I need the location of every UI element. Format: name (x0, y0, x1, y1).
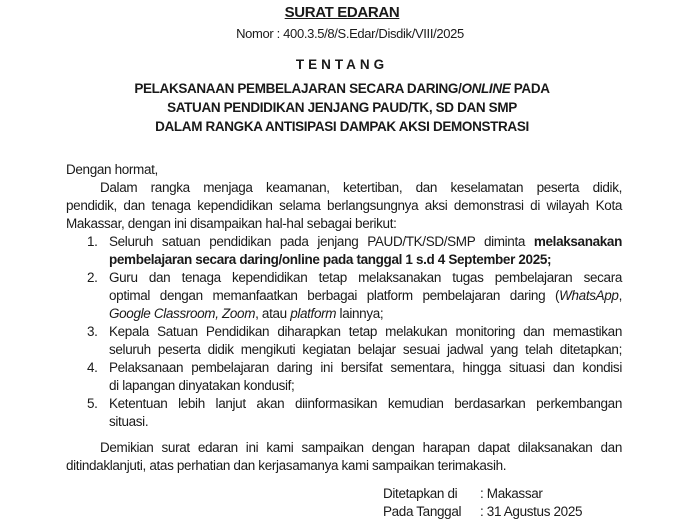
subject-line-1 (0, 80, 692, 98)
item-text: , (618, 288, 622, 303)
subject-line-2: SATUAN PENDIDIKAN JENJANG PAUD/TK, SD DAN SMP (167, 100, 517, 115)
subject-italic: ONLINE (461, 81, 511, 96)
item-italic-text: platform (290, 306, 337, 321)
date-label: Pada Tanggal (383, 504, 462, 519)
item-number: 1. (87, 234, 98, 249)
closing-line: ditindaklanjuti, atas perhatian dan kerjasamanya kami sampaikan terimakasih. (66, 458, 507, 473)
subject-text: PELAKSANAAN PEMBELAJARAN SECARA DARING/ (134, 81, 462, 96)
item-text: lainnya; (336, 306, 384, 321)
item-number: 5. (87, 396, 98, 411)
item-text: Seluruh satuan pendidikan pada jenjang PAUD/TK/SD/SMP diminta (109, 234, 534, 249)
item-italic-text: Google Classroom, Zoom (109, 306, 256, 321)
item-text: , atau (255, 306, 291, 321)
item-number: 2. (87, 270, 98, 285)
item-line: Guru dan tenaga kependidikan tetap melaksanakan tugas pembelajaran secara (109, 270, 622, 285)
item-line: pembelajaran secara daring/online pada tanggal 1 s.d 4 September 2025; (109, 252, 552, 267)
item-line: Pelaksanaan pembelajaran daring ini bersifat sementara, hingga situasi dan kondisi (109, 360, 622, 375)
item-number: 4. (87, 360, 98, 375)
intro-line: Makassar, dengan ini disampaikan hal-hal sebagai berikut: (66, 216, 397, 231)
item-line (109, 305, 622, 323)
intro-line: pendidik, dan tenaga kependidikan selama berlangsungnya aksi demonstrasi di wilayah Kota (66, 198, 622, 213)
date-value: : 31 Agustus 2025 (480, 504, 583, 519)
item-line: situasi. (109, 414, 149, 429)
item-line (109, 287, 622, 305)
item-line: seluruh peserta didik mengikuti kegiatan belajar sesuai jadwal yang telah ditetapkan; (109, 342, 622, 357)
intro-line: Dalam rangka menjaga keamanan, ketertiban, dan keselamatan peserta didik, (100, 180, 622, 195)
item-text: optimal dengan memanfaatkan berbagai platform pembelajaran daring ( (109, 288, 560, 303)
place-value: : Makassar (480, 486, 543, 501)
subject-text: PADA (510, 81, 550, 96)
item-line: di lapangan dinyatakan kondusif; (109, 378, 295, 393)
document-title: SURAT EDARAN (284, 4, 400, 21)
document-number: Nomor : 400.3.5/8/S.Edar/Disdik/VIII/2025 (236, 26, 464, 41)
item-line: Kepala Satuan Pendidikan diharapkan tetap melakukan monitoring dan memastikan (109, 324, 622, 339)
closing-line: Demikian surat edaran ini kami sampaikan dengan harapan dapat dilaksanakan dan (100, 440, 622, 455)
item-line (109, 233, 622, 251)
subject-line-3: DALAM RANGKA ANTISIPASI DAMPAK AKSI DEMONSTRASI (155, 119, 529, 134)
salutation: Dengan hormat, (66, 162, 158, 177)
place-label: Ditetapkan di (383, 486, 458, 501)
item-number: 3. (87, 324, 98, 339)
item-italic-text: WhatsApp (559, 288, 619, 303)
item-line: Ketentuan lebih lanjut akan diinformasikan kemudian berdasarkan perkembangan (109, 396, 622, 411)
item-bold-text: melaksanakan (533, 234, 622, 249)
tentang-heading: TENTANG (295, 57, 389, 72)
